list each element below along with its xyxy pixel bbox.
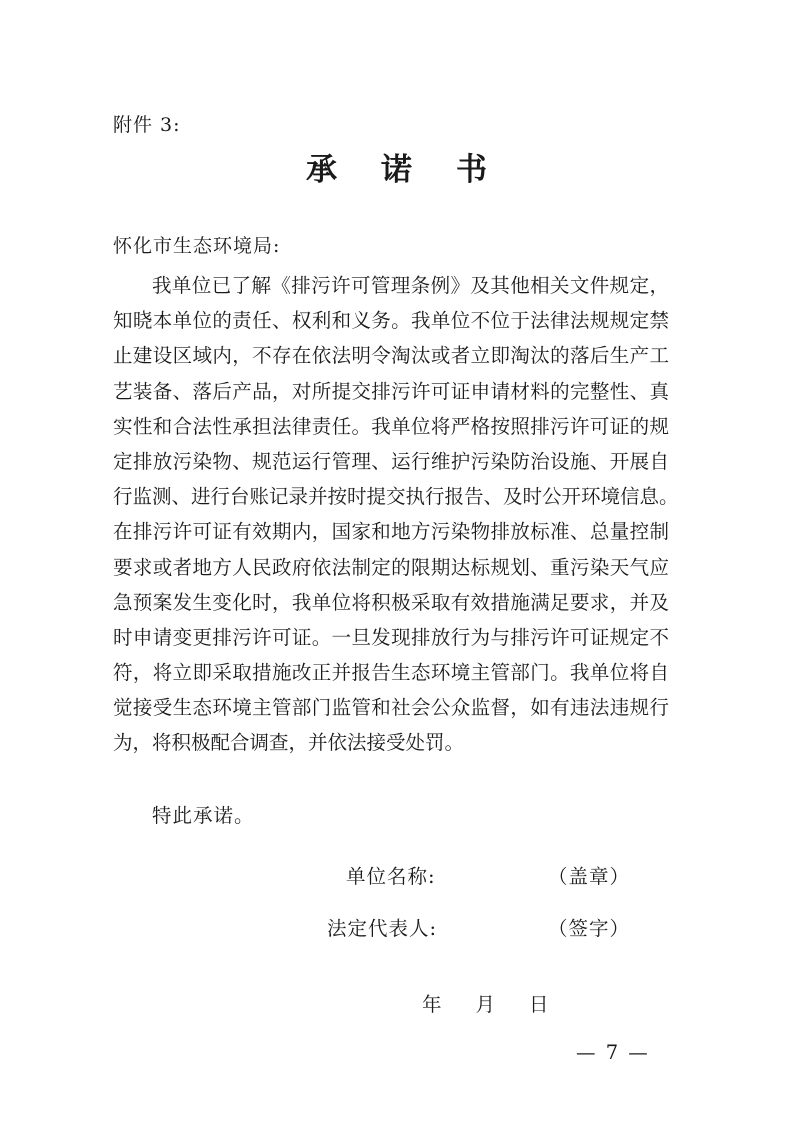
body-line: 符，将立即采取措施改正并报告生态环境主管部门。我单位将自 [113,661,669,685]
body-line: 实性和合法性承担法律责任。我单位将严格按照排污许可证的规 [113,414,669,438]
body-line: 要求或者地方人民政府依法制定的限期达标规划、重污染天气应 [113,555,669,579]
body-line: 时申请变更排污许可证。一旦发现排放行为与排污许可证规定不 [113,625,669,649]
seal-note: （盖章） [548,865,631,888]
title-char: 书 [456,152,487,188]
body-line: 急预案发生变化时，我单位将积极采取有效措施满足要求，并及 [113,590,669,614]
date-line [422,992,583,1018]
addressee: 怀化市生态环境局: [113,235,281,257]
title-char: 诺 [381,152,412,188]
signature-note: （签字） [548,917,631,940]
unit-name-label: 单位名称: [346,865,436,888]
page-number: — 7 — [576,1041,650,1064]
date-month: 月 [475,993,496,1016]
commitment-body [113,268,679,761]
body-line: 为，将积极配合调查，并依法接受处罚。 [113,731,465,755]
body-line: 觉接受生态环境主管部门监管和社会公众监督，如有违法违规行 [113,696,669,720]
legal-representative-label: 法定代表人: [327,917,438,940]
body-line: 艺装备、落后产品，对所提交排污许可证申请材料的完整性、真 [113,379,669,403]
body-line: 定排放污染物、规范运行管理、运行维护污染防治设施、开展自 [113,449,669,473]
body-line: 止建设区域内，不存在依法明令淘汰或者立即淘汰的落后生产工 [113,344,669,368]
body-line: 行监测、进行台账记录并按时提交执行报告、及时公开环境信息。 [113,485,679,509]
document-title [0,150,793,190]
body-line: 我单位已了解《排污许可管理条例》及其他相关文件规定， [152,274,669,297]
closing-statement: 特此承诺。 [152,804,255,827]
date-year: 年 [422,993,442,1016]
attachment-label: 附件 3: [113,114,181,136]
date-day: 日 [529,993,549,1016]
title-char: 承 [306,152,337,188]
body-line: 在排污许可证有效期内，国家和地方污染物排放标准、总量控制 [113,520,669,544]
body-line: 知晓本单位的责任、权利和义务。我单位不位于法律法规规定禁 [113,309,669,333]
